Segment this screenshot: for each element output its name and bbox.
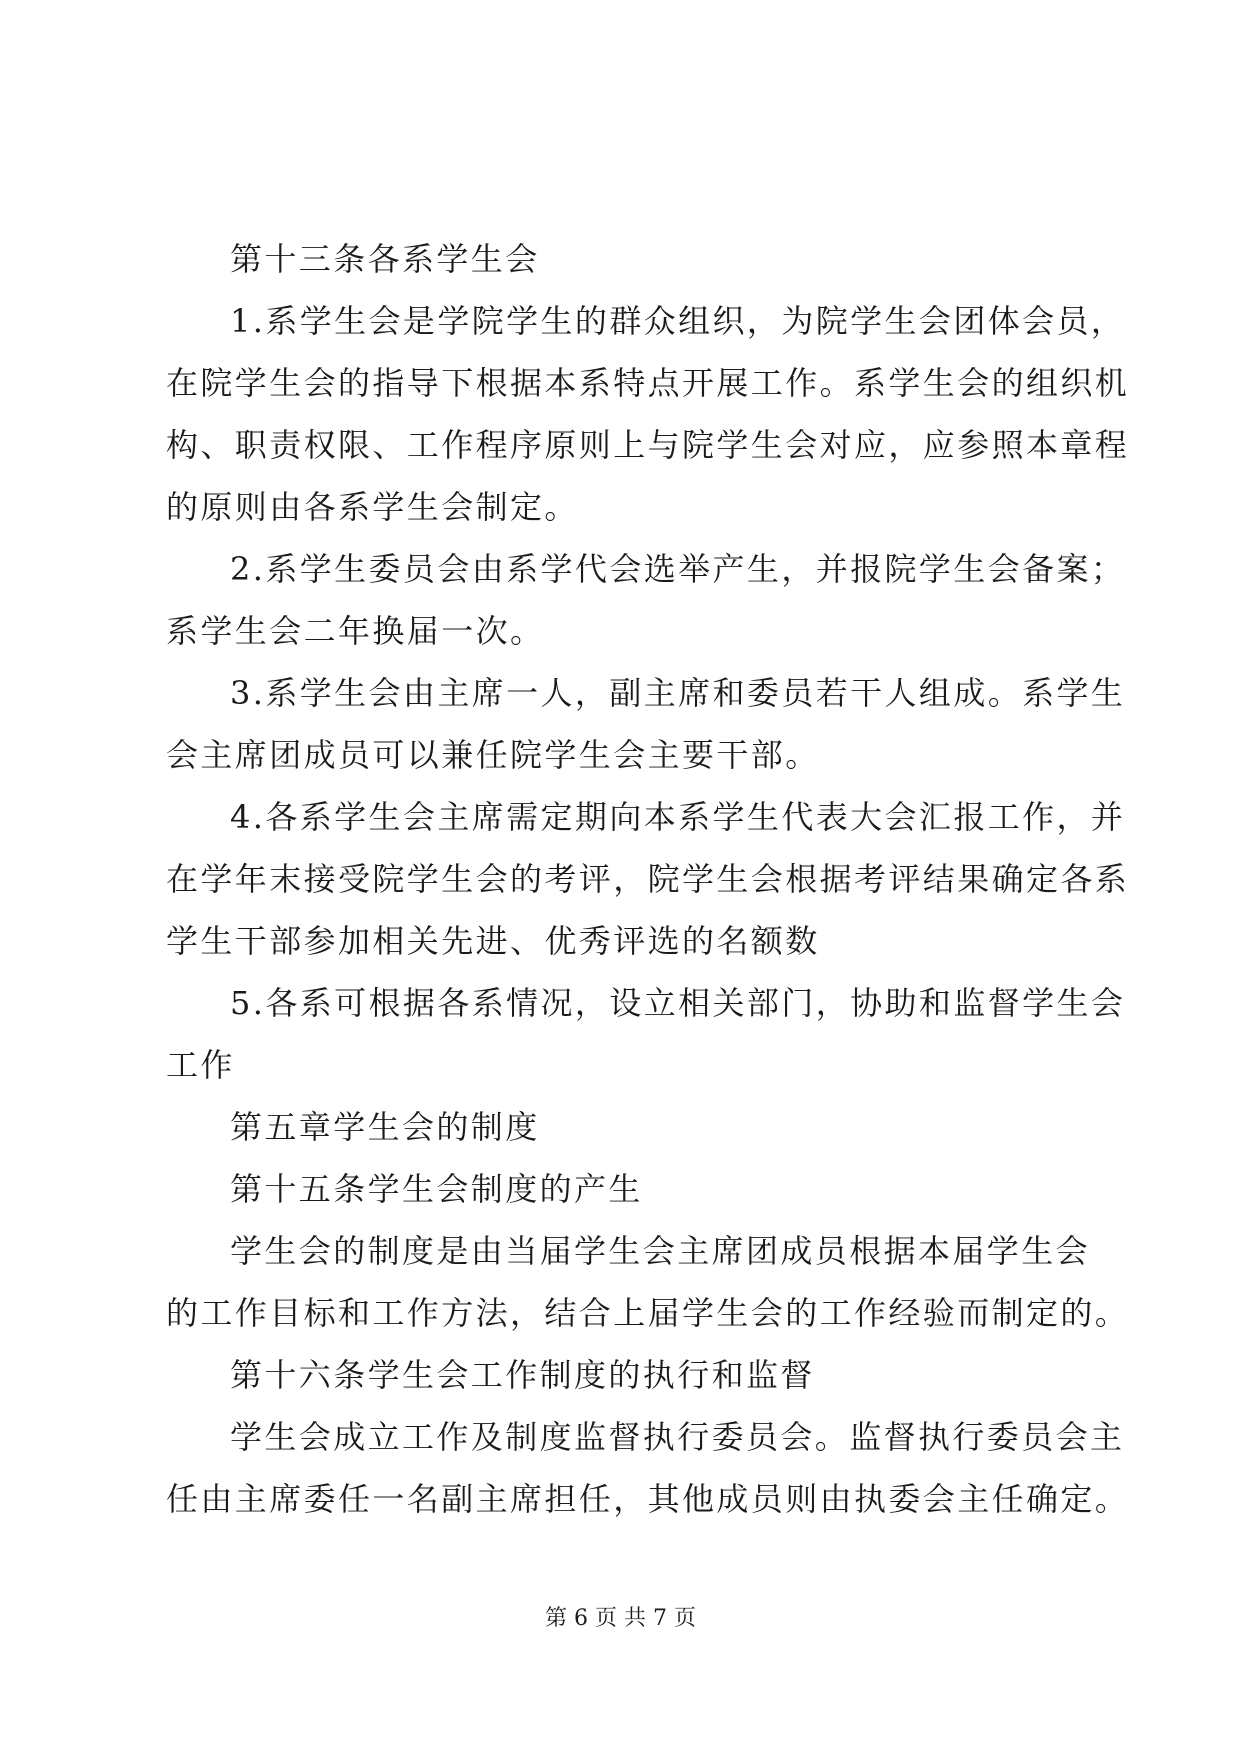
paragraph-line: 4.各系学生会主席需定期向本系学生代表大会汇报工作，并: [230, 798, 1126, 836]
article-heading-15: 第十五条学生会制度的产生: [230, 1170, 643, 1208]
paragraph-line: 学生会成立工作及制度监督执行委员会。监督执行委员会主: [230, 1418, 1125, 1456]
paragraph-line: 学生会的制度是由当届学生会主席团成员根据本届学生会: [230, 1232, 1091, 1270]
chapter-heading-5: 第五章学生会的制度: [230, 1108, 540, 1146]
paragraph-line: 2.系学生委员会由系学代会选举产生，并报院学生会备案；: [230, 550, 1126, 588]
paragraph-line: 工作: [166, 1046, 235, 1084]
paragraph-line: 的工作目标和工作方法，结合上届学生会的工作经验而制定的。: [166, 1294, 1130, 1332]
paragraph-line: 在学年末接受院学生会的考评，院学生会根据考评结果确定各系: [166, 860, 1130, 898]
article-heading-13: 第十三条各系学生会: [230, 240, 540, 278]
paragraph-line: 1.系学生会是学院学生的群众组织，为院学生会团体会员，: [230, 302, 1126, 340]
paragraph-line: 会主席团成员可以兼任院学生会主要干部。: [166, 736, 820, 774]
paragraph-line: 5.各系可根据各系情况，设立相关部门，协助和监督学生会: [230, 984, 1126, 1022]
paragraph-line: 构、职责权限、工作程序原则上与院学生会对应，应参照本章程: [166, 426, 1130, 464]
paragraph-line: 任由主席委任一名副主席担任，其他成员则由执委会主任确定。: [166, 1480, 1130, 1518]
document-body: [166, 228, 1130, 1530]
paragraph-line: 系学生会二年换届一次。: [166, 612, 545, 650]
paragraph-line: 3.系学生会由主席一人，副主席和委员若干人组成。系学生: [230, 674, 1126, 712]
paragraph-line: 在院学生会的指导下根据本系特点开展工作。系学生会的组织机: [166, 364, 1130, 402]
paragraph-line: 学生干部参加相关先进、优秀评选的名额数: [166, 922, 820, 960]
article-heading-16: 第十六条学生会工作制度的执行和监督: [230, 1356, 815, 1394]
paragraph-line: 的原则由各系学生会制定。: [166, 488, 579, 526]
page-number-footer: 第 6 页 共 7 页: [545, 1606, 696, 1631]
